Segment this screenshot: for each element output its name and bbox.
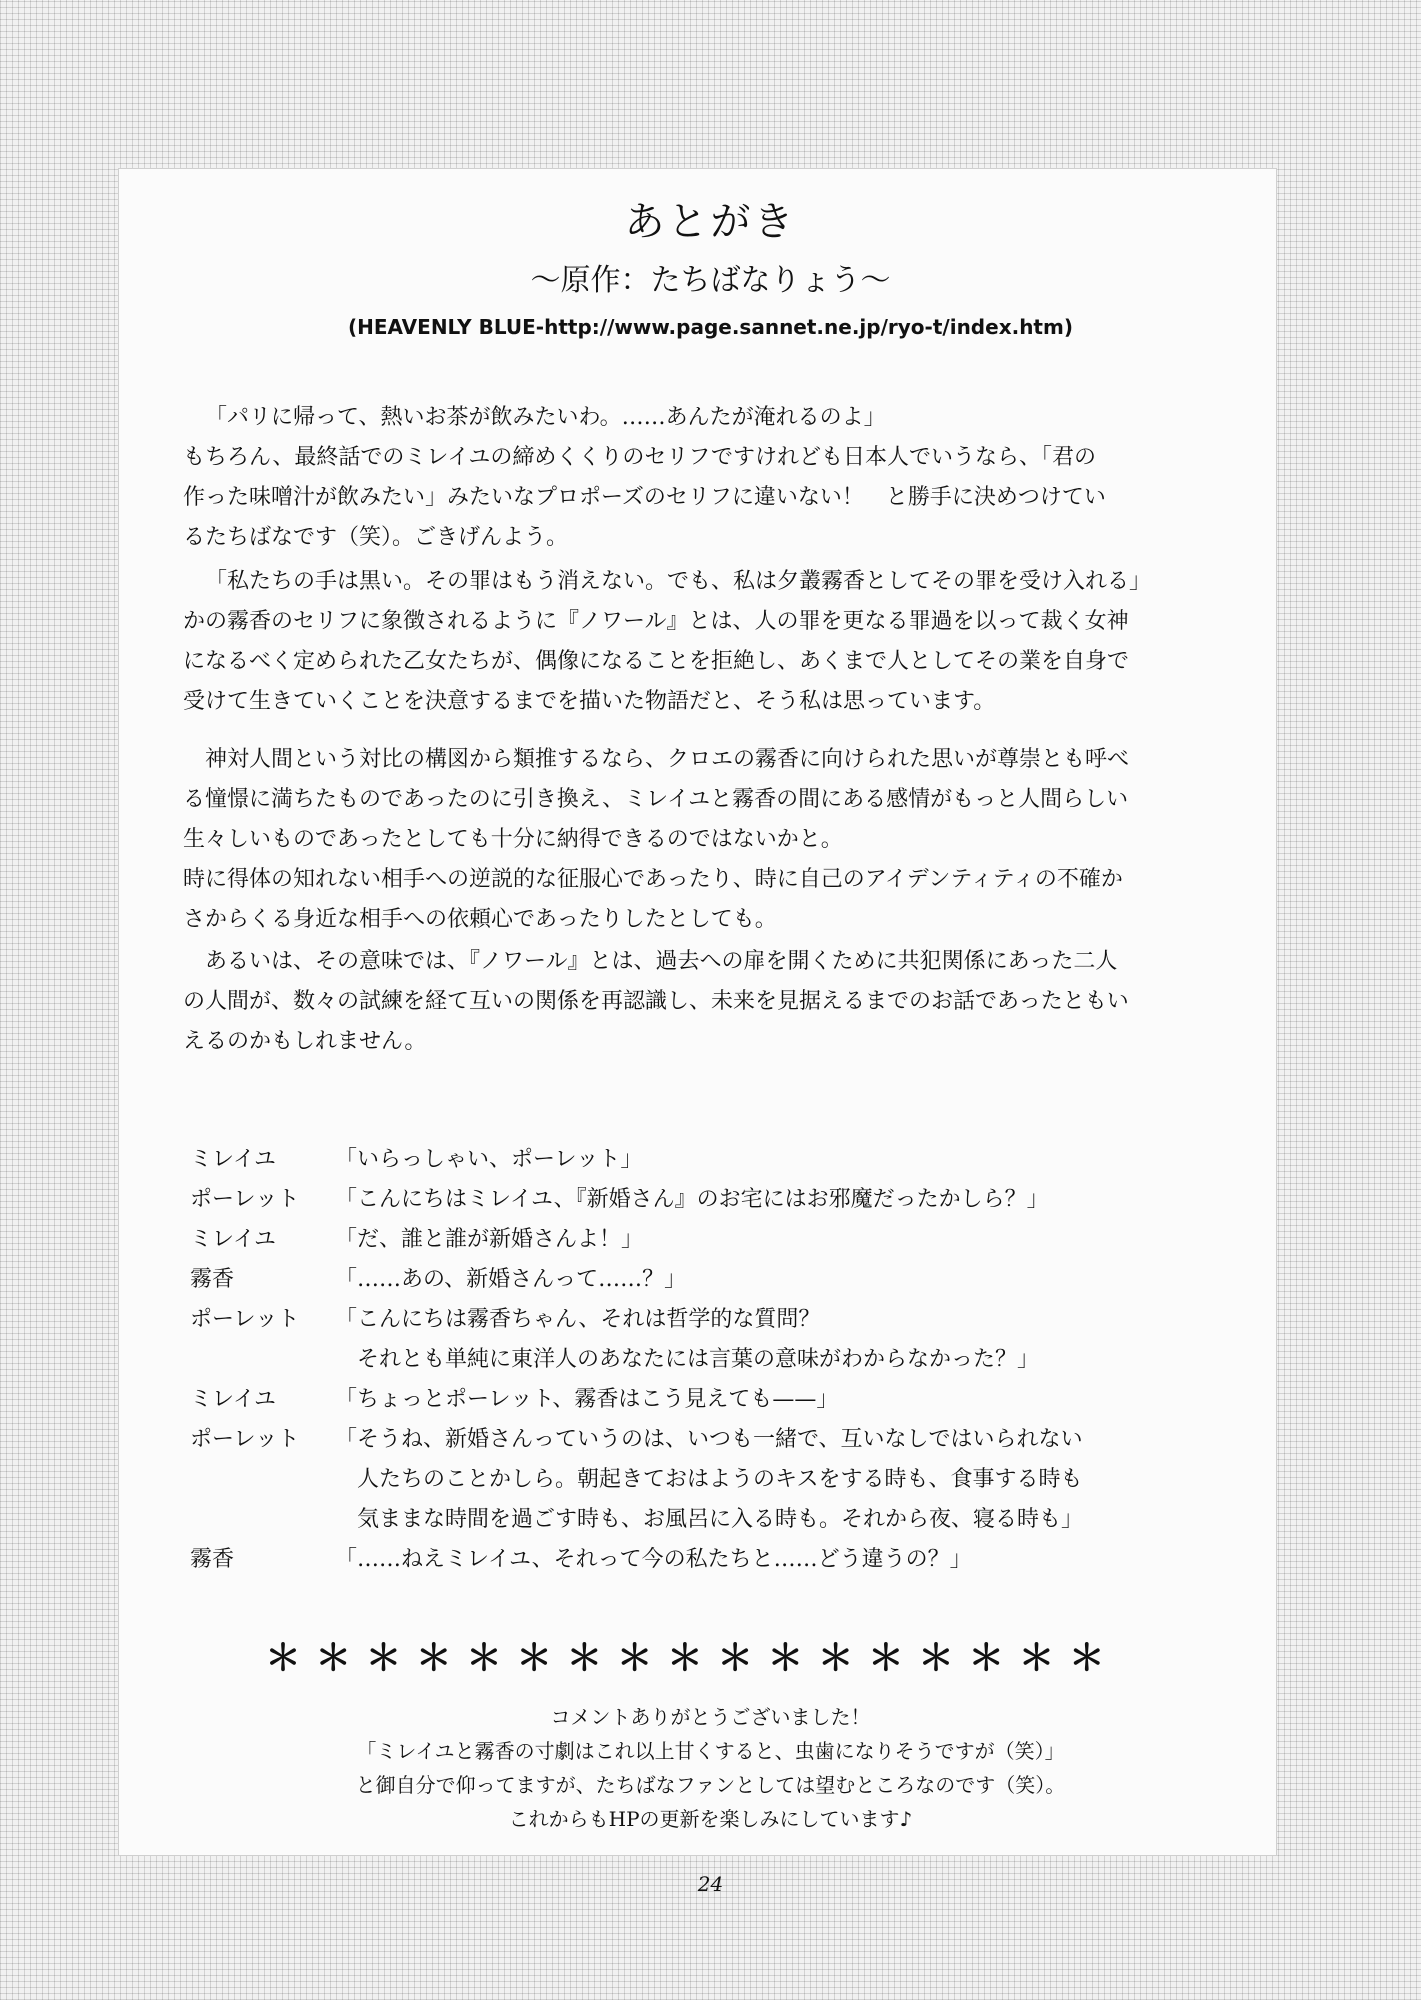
- paragraph-line: 神対人間という対比の構図から類推するなら、クロエの霧香に向けられた思いが尊崇とも呼べ: [205, 747, 1130, 772]
- dialogue-row: [190, 1540, 1250, 1580]
- asterisk: ＊: [717, 1638, 754, 1679]
- asterisk: ＊: [1018, 1638, 1055, 1679]
- dialogue-line: 「いらっしゃい、ポーレット」: [335, 1147, 643, 1172]
- speaker-name: ポーレット: [190, 1187, 300, 1212]
- asterisk: ＊: [867, 1638, 904, 1679]
- paragraph-line: るたちばなです（笑）。ごきげんよう。: [183, 525, 569, 550]
- speaker-name: ポーレット: [190, 1307, 300, 1332]
- dialogue-row: [190, 1300, 1250, 1380]
- source-url: (HEAVENLY BLUE-http://www.page.sannet.ne.jp/ryo-t/index.htm): [348, 315, 1073, 339]
- asterisk: ＊: [315, 1638, 352, 1679]
- asterisk: ＊: [265, 1638, 302, 1679]
- paragraph-line: 生々しいものであったとしても十分に納得できるのではないかと。: [183, 827, 843, 852]
- dialogue-line: 「……あの、新婚さんって……？」: [335, 1267, 687, 1292]
- paragraph-3: [183, 740, 1253, 940]
- comment-line: 「ミレイユと霧香の寸劇はこれ以上甘くすると、虫歯になりそうですが（笑）」: [356, 1739, 1065, 1763]
- asterisk: ＊: [666, 1638, 703, 1679]
- asterisk: ＊: [365, 1638, 402, 1679]
- dialogue-line: 人たちのことかしら。朝起きておはようのキスをする時も、食事する時も: [335, 1467, 1083, 1492]
- paragraph-2: [183, 562, 1253, 722]
- paragraph-line: る憧憬に満ちたものであったのに引き換え、ミレイユと霧香の間にある感情がもっと人間らしい: [183, 787, 1129, 812]
- dialogue-row: [190, 1220, 1250, 1260]
- comment-line: これからもHPの更新を楽しみにしています♪: [508, 1807, 913, 1831]
- dialogue-row: [190, 1260, 1250, 1300]
- asterisk: ＊: [465, 1638, 502, 1679]
- comment-line: と御自分で仰ってますが、たちばなファンとしては望むところなのです（笑）。: [355, 1773, 1066, 1797]
- paragraph-line: 「私たちの手は黒い。その罪はもう消えない。でも、私は夕叢霧香としてその罪を受け入れる」: [205, 569, 1152, 594]
- paragraph-line: えるのかもしれません。: [183, 1029, 427, 1054]
- page-number: 24: [697, 1872, 724, 1896]
- paragraph-line: あるいは、その意味では、『ノワール』とは、過去への扉を開くために共犯関係にあった二人: [205, 949, 1118, 974]
- asterisk: ＊: [1068, 1638, 1105, 1679]
- speaker-name: ミレイユ: [190, 1227, 277, 1252]
- dialogue-line: 「そうね、新婚さんっていうのは、いつも一緒で、互いなしではいられない: [335, 1427, 1083, 1452]
- paragraph-line: かの霧香のセリフに象徴されるように『ノワール』とは、人の罪を更なる罪過を以って裁く女神: [183, 609, 1129, 634]
- dialogue-row: [190, 1380, 1250, 1420]
- paragraph-line: になるべく定められた乙女たちが、偶像になることを拒絶し、あくまで人としてその業を自身で: [183, 649, 1130, 674]
- dialogue-block: [190, 1140, 1250, 1580]
- dialogue-line: 「だ、誰と誰が新婚さんよ！」: [335, 1227, 644, 1252]
- asterisk: ＊: [767, 1638, 804, 1679]
- paragraph-line: 「パリに帰って、熱いお茶が飲みたいわ。……あんたが淹れるのよ」: [205, 405, 886, 430]
- asterisk: ＊: [616, 1638, 653, 1679]
- dialogue-row: [190, 1420, 1250, 1540]
- page-title: あとがき: [624, 199, 797, 245]
- speaker-name: ミレイユ: [190, 1147, 277, 1172]
- comment-block: [0, 1700, 1421, 1836]
- speaker-name: ミレイユ: [190, 1387, 277, 1412]
- paragraph-line: もちろん、最終話でのミレイユの締めくくりのセリフですけれども日本人でいうなら、「君の: [183, 445, 1097, 470]
- dialogue-line: 「ちょっとポーレット、霧香はこう見えても——」: [335, 1387, 839, 1412]
- speaker-name: 霧香: [190, 1547, 235, 1572]
- asterisk: ＊: [415, 1638, 452, 1679]
- asterisk: ＊: [566, 1638, 603, 1679]
- speaker-name: 霧香: [190, 1267, 235, 1292]
- dialogue-line: それとも単純に東洋人のあなたには言葉の意味がわからなかった？」: [335, 1347, 1040, 1372]
- asterisk: ＊: [516, 1638, 553, 1679]
- asterisk-separator: [265, 1630, 1105, 1681]
- dialogue-line: 「……ねえミレイユ、それって今の私たちと……どう違うの？」: [335, 1547, 972, 1572]
- paragraph-4: [183, 942, 1253, 1062]
- paragraph-line: 受けて生きていくことを決意するまでを描いた物語だと、そう私は思っています。: [183, 689, 996, 714]
- dialogue-row: [190, 1180, 1250, 1220]
- dialogue-line: 「こんにちは霧香ちゃん、それは哲学的な質問？: [335, 1307, 821, 1332]
- dialogue-line: 気ままな時間を過ごす時も、お風呂に入る時も。それから夜、寝る時も」: [335, 1507, 1084, 1532]
- paragraph-line: 時に得体の知れない相手への逆説的な征服心であったり、時に自己のアイデンティティの不確か: [183, 867, 1123, 892]
- speaker-name: ポーレット: [190, 1427, 300, 1452]
- paragraph-line: さからくる身近な相手への依頼心であったりしたとしても。: [183, 907, 777, 932]
- paragraph-1: [183, 398, 1253, 558]
- comment-line: コメントありがとうございました！: [550, 1705, 871, 1729]
- paragraph-line: 作った味噌汁が飲みたい」みたいなプロポーズのセリフに違いない！ と勝手に決めつけてい: [183, 485, 1106, 510]
- asterisk: ＊: [968, 1638, 1005, 1679]
- subtitle: 〜原作：たちばなりょう〜: [530, 263, 891, 298]
- asterisk: ＊: [918, 1638, 955, 1679]
- dialogue-row: [190, 1140, 1250, 1180]
- asterisk: ＊: [817, 1638, 854, 1679]
- dialogue-line: 「こんにちはミレイユ、『新婚さん』のお宅にはお邪魔だったかしら？」: [335, 1187, 1049, 1212]
- paragraph-line: の人間が、数々の試練を経て互いの関係を再認識し、未来を見据えるまでのお話であったともい: [183, 989, 1129, 1014]
